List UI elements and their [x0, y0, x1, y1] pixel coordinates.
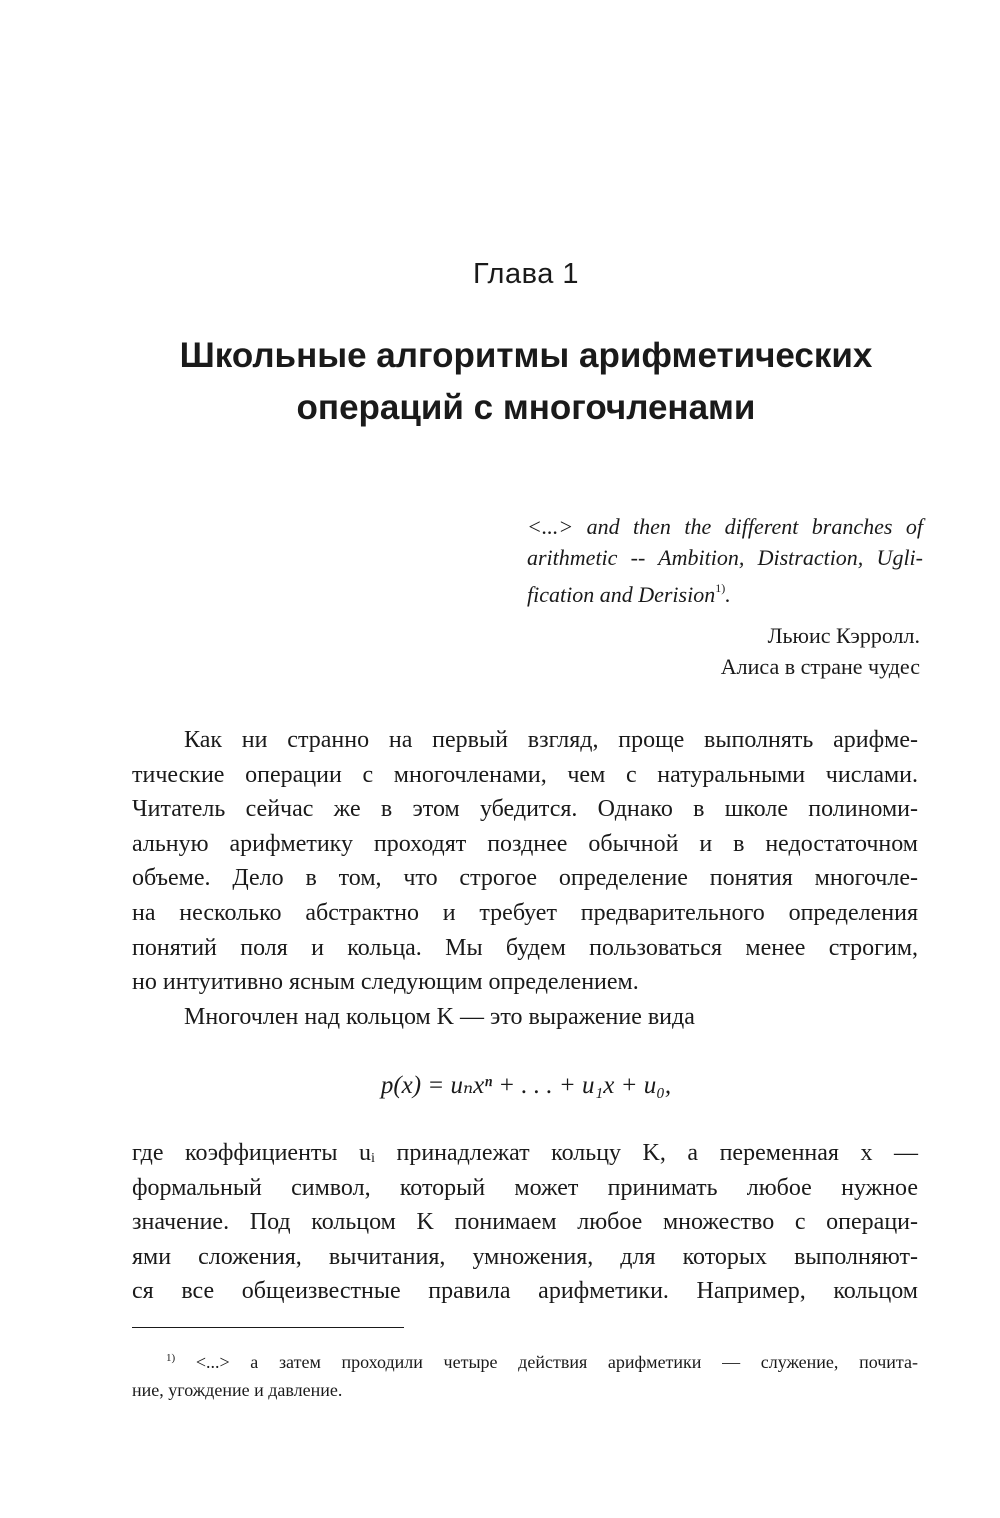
epigraph-author: Льюис Кэрролл. — [767, 623, 920, 648]
footnote-line-1-text: <...> а затем проходили четыре действия арифметики — служение, почита- — [195, 1352, 919, 1372]
chapter-title-line-1: Школьные алгоритмы арифметических — [179, 336, 873, 375]
body-text — [132, 723, 918, 1034]
epigraph-line-3-text: fication and Derision — [527, 582, 716, 607]
paragraph-line: Читатель сейчас же в этом убедится. Однако в школе полиноми- — [132, 796, 918, 823]
polynomial-formula: p(x) = uₙxⁿ + . . . + u₁x + u₀, — [380, 1072, 672, 1099]
epigraph-line-3 — [527, 573, 923, 610]
paragraph-line: тические операции с многочленами, чем с натуральными числами. — [132, 761, 918, 788]
chapter-label: Глава 1 — [472, 258, 580, 290]
footnote-line-2: ние, угождение и давление. — [132, 1380, 343, 1400]
paragraph-line: ся все общеизвестные правила арифметики. Например, кольцом — [132, 1278, 918, 1305]
footnote-divider — [132, 1327, 404, 1328]
footnote-reference: 1) — [715, 581, 726, 595]
paragraph-line: Как ни странно на первый взгляд, проще выполнять арифме- — [184, 727, 918, 753]
footnote — [132, 1344, 918, 1404]
footnote-mark: 1) — [166, 1352, 176, 1364]
paragraph-line: понятий поля и кольца. Мы будем пользоваться менее строгим, — [132, 934, 918, 961]
paragraph-line: формальный символ, который может принимать любое нужное — [132, 1174, 918, 1201]
paragraph-line: объеме. Дело в том, что строгое определение понятия многочле- — [132, 865, 918, 892]
epigraph-line-2: arithmetic -- Ambition, Distraction, Ugli- — [527, 545, 923, 570]
paragraph-line: где коэффициенты uᵢ принадлежат кольцу K, а переменная x — — [132, 1140, 918, 1166]
epigraph-attribution — [721, 620, 920, 682]
epigraph-source: Алиса в стране чудес — [720, 654, 920, 679]
paragraph-line: Многочлен над кольцом K — это выражение вида — [184, 1003, 695, 1030]
epigraph — [527, 511, 923, 610]
paragraph-line: но интуитивно ясным следующим определением. — [132, 969, 639, 996]
footnote-line-1 — [132, 1344, 918, 1376]
epigraph-line-3-end: . — [725, 582, 731, 607]
paragraph-line: значение. Под кольцом K понимаем любое множество с операци- — [132, 1209, 918, 1236]
chapter-title — [0, 330, 1000, 434]
paragraph-line: на несколько абстрактно и требует предварительного определения — [132, 899, 918, 926]
epigraph-line-1: <...> and then the different branches of — [527, 514, 923, 539]
paragraph-line: ями сложения, вычитания, умножения, для которых выполняют- — [132, 1243, 918, 1270]
chapter-title-line-2: операций с многочленами — [296, 388, 756, 427]
body-text-continued — [132, 1136, 918, 1309]
paragraph-line: альную арифметику проходят позднее обычной и в недостаточном — [132, 830, 918, 857]
